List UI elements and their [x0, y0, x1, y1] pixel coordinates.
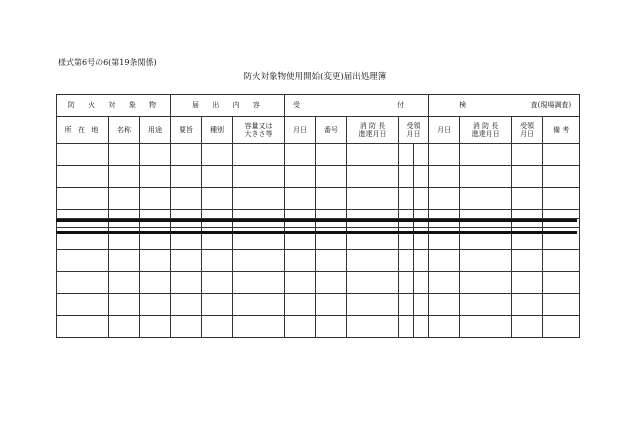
table-row [57, 210, 580, 219]
group-header-notification: 届 出 内 容 [171, 95, 285, 117]
col-capacity: 容量又は 大きさ等 [233, 117, 285, 144]
ledger-table [56, 94, 576, 338]
group-header-reception: 受 付 [285, 95, 429, 117]
table-row [57, 294, 580, 316]
table-row [57, 144, 580, 166]
col-inspection-date: 月日 [429, 117, 460, 144]
col-location: 所 在 地 [57, 117, 109, 144]
table-row [57, 250, 580, 272]
table-row [57, 316, 580, 338]
col-use: 用途 [140, 117, 171, 144]
col-reception-received-date: 受領 月日 [399, 117, 429, 144]
form-code: 様式第6号の6(第19条関係) [58, 58, 157, 67]
col-inspection-chief-date: 消 防 長 進達月日 [460, 117, 512, 144]
table-row [57, 166, 580, 188]
page-break-line [56, 231, 577, 234]
table-row [57, 188, 580, 210]
group-header-inspection: 検 査(現場調査) [429, 95, 580, 117]
col-reception-number: 番号 [316, 117, 347, 144]
group-header-object: 防 火 対 象 物 [57, 95, 171, 117]
col-name: 名称 [109, 117, 140, 144]
col-reception-date: 月日 [285, 117, 316, 144]
col-reception-chief-date: 消 防 長 進達月日 [347, 117, 399, 144]
col-type: 種別 [202, 117, 233, 144]
col-inspection-received-date: 受領 月日 [512, 117, 543, 144]
col-remarks: 備 考 [543, 117, 580, 144]
document-title: 防火対象物使用開始(変更)届出処理簿 [243, 72, 387, 82]
table-row [57, 272, 580, 294]
page-break-line [56, 219, 577, 222]
col-summary: 要旨 [171, 117, 202, 144]
